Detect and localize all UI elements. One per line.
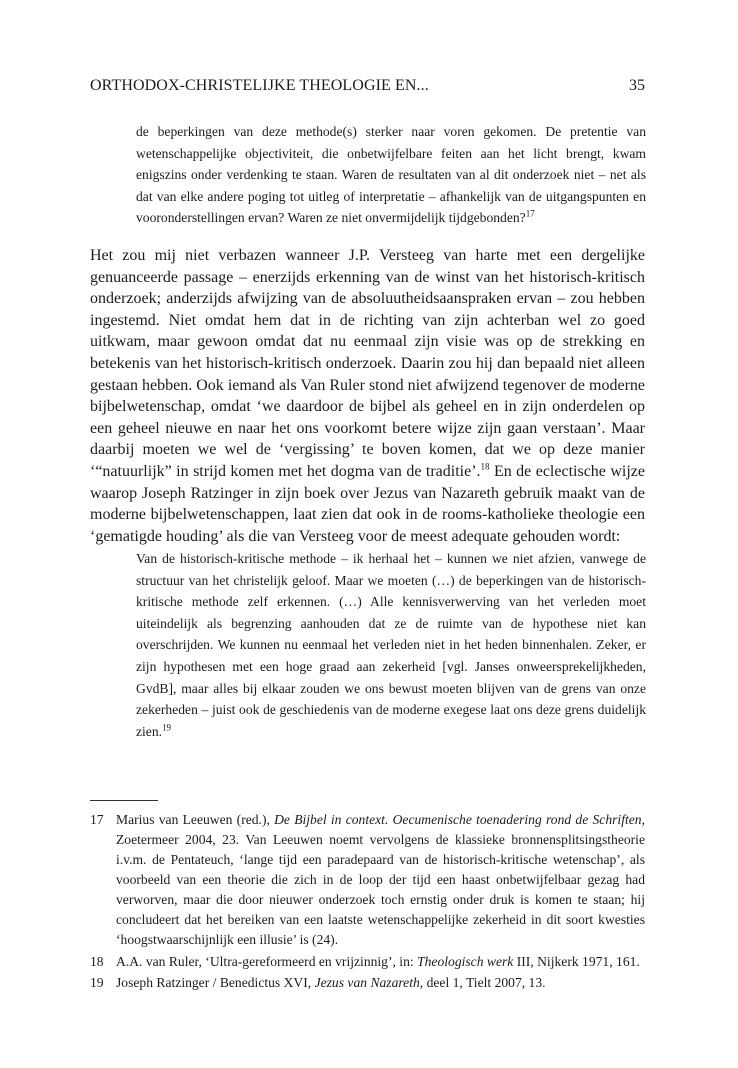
block-quote-2 bbox=[136, 548, 646, 742]
footnote-text bbox=[116, 952, 645, 972]
running-header bbox=[90, 77, 645, 101]
footnote-18-post: III, Nijkerk 1971, 161. bbox=[513, 953, 640, 969]
footnote-ref-18[interactable]: 18 bbox=[480, 461, 490, 472]
block-quote-2-text bbox=[136, 548, 646, 742]
running-title: ORTHODOX-CHRISTELIJKE THEOLOGIE EN... bbox=[90, 77, 429, 94]
footnote-number: 19 bbox=[90, 975, 104, 991]
footnote-17-post: , Zoetermeer 2004, 23. Van Leeuwen noemt vervolgens de klassieke bronnensplitsingstheorie i.v.m. de Pentateuch, ‘lange tijd een paradepaard van de historisch-kritische wetenschap’, als voorbeeld van een theorie die zich in de loop der tijd een haast onbetwijfelbaar gezag had verworven, maar die door nieuwer onderzoek toch ernstig onder druk is komen te staan; hij concludeert dat het bereiken van een laatste wetenschappelijke zekerheid in dit soort kwesties ‘hoogstwaarschijnlijk een illusie’ is (24). bbox=[116, 812, 645, 947]
footnote-18-pre: A.A. van Ruler, ‘Ultra-gereformeerd en vrijzinnig’, in: bbox=[116, 953, 418, 969]
body-text-b: En de eclectische wijze waarop Joseph Ratzinger in zijn boek over Jezus van Nazareth gebruik maakt van de moderne bijbelwetenschappen, laat zien dat ook in de rooms-katholieke theologie een ‘gematigde houding’ als die van Versteeg voor de meest adequate gehouden wordt: bbox=[90, 462, 645, 545]
footnote-ref-17[interactable]: 17 bbox=[525, 208, 535, 219]
page-number: 35 bbox=[629, 77, 645, 94]
footnote-number: 18 bbox=[90, 953, 104, 969]
footnote-ref-19[interactable]: 19 bbox=[162, 722, 172, 733]
body-paragraph-text bbox=[90, 245, 645, 547]
body-paragraph bbox=[90, 245, 645, 547]
footnote-text bbox=[116, 973, 645, 993]
footnote-18 bbox=[90, 952, 645, 972]
footnote-18-title: Theologisch werk bbox=[417, 953, 514, 969]
block-quote-1 bbox=[136, 121, 646, 229]
footnote-number: 17 bbox=[90, 812, 104, 827]
footnote-19-post: , deel 1, Tielt 2007, 13. bbox=[419, 975, 546, 991]
footnote-separator bbox=[90, 800, 158, 801]
footnote-17 bbox=[90, 810, 645, 950]
footnote-19-pre: Joseph Ratzinger / Benedictus XVI, bbox=[116, 975, 315, 991]
footnote-19-title: Jezus van Nazareth bbox=[314, 975, 420, 991]
footnote-17-pre: Marius van Leeuwen (red.), bbox=[116, 812, 275, 827]
footnote-17-title: De Bijbel in context. Oecumenische toenadering rond de Schriften bbox=[274, 812, 642, 827]
footnote-text bbox=[116, 810, 645, 950]
footnote-19 bbox=[90, 973, 645, 993]
quote-2-body: Van de historisch-kritische methode – ik herhaal het – kunnen we niet afzien, vanwege de structuur van het christelijk geloof. Maar we moeten (…) de beperkingen van de historisch-kritische methode zelf erkennen. (…) Alle kennisverwerving van het verleden moet uiteindelijk als begrenzing aanhouden dat ze de ruimte van de hypothese niet kan overschrijden. We kunnen nu eenmaal het verleden niet in het heden binnenhalen. Zeker, er zijn hypothesen met een hoge graad aan zekerheid [vgl. Janses onweersprekelijkheden, GvdB], maar alles bij elkaar zouden we ons bewust moeten blijven van de grens van onze zekerheden – juist ook de geschiedenis van de moderne exegese laat ons deze grens duidelijk zien. bbox=[136, 551, 646, 739]
body-text-a: Het zou mij niet verbazen wanneer J.P. Versteeg van harte met een dergelijke genuanceerde passage – enerzijds erkenning van de winst van het historisch-kritisch onderzoek; anderzijds afwijzing van de absoluutheidsaanspraken ervan – zou hebben ingestemd. Niet omdat hem dat in de richting van zijn achterban wel zo goed uitkwam, maar gewoon omdat dat nu eenmaal zijn visie was op de strekking en betekenis van het historisch-kritisch onderzoek. Daarin zou hij dan bepaald niet alleen gestaan hebben. Ook iemand als Van Ruler stond niet afwijzend tegenover de moderne bijbelwetenschap, omdat ‘we daardoor de bijbel als geheel en in zijn onderdelen op een geheel nieuwe en naar het ons voorkomt betere wijze zijn gaan verstaan’. Maar daarbij moeten we wel de ‘vergissing’ te boven komen, dat we op deze manier ‘“natuurlijk” in strijd komen met het dogma van de traditie’. bbox=[90, 247, 645, 480]
quote-1-body: de beperkingen van deze methode(s) sterker naar voren gekomen. De pretentie van wetenschappelijke objectiviteit, die onbetwijfelbare feiten aan het licht brengt, kwam enigszins onder verdenking te staan. Waren de resultaten van al dit onderzoek niet – net als dat van elke andere poging tot uitleg of interpretatie – afhankelijk van de uitgangspunten en vooronderstellingen ervan? Waren ze niet onvermijdelijk tijdgebonden? bbox=[136, 124, 646, 226]
footnotes bbox=[90, 810, 645, 995]
block-quote-1-text bbox=[136, 121, 646, 229]
